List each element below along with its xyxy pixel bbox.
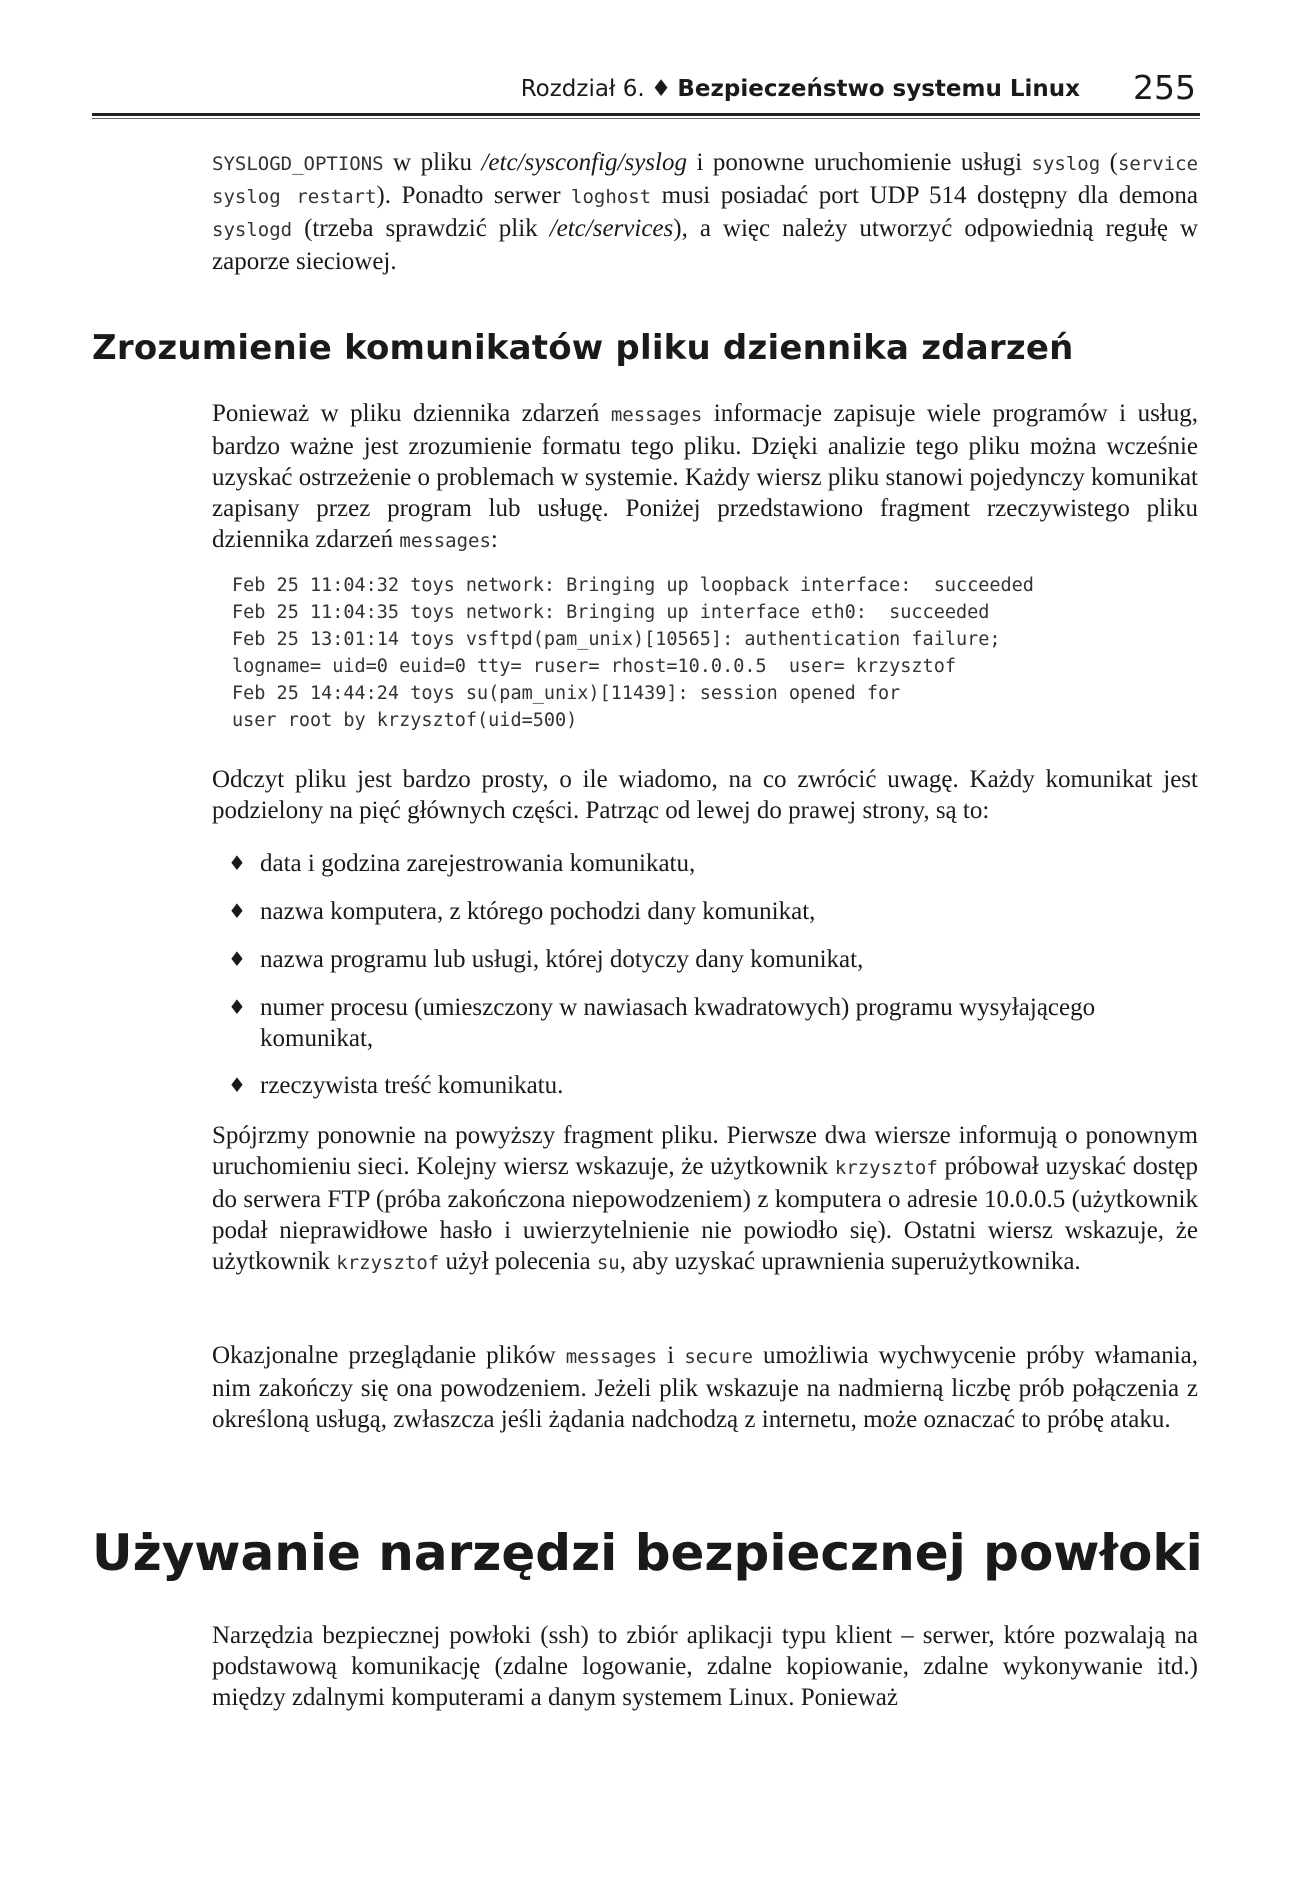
header-rule [92, 113, 1200, 116]
text-run: Ponieważ w pliku dziennika zdarzeń [212, 400, 611, 427]
text-run: : [490, 526, 498, 553]
chapter-title: Bezpieczeństwo systemu Linux [677, 76, 1080, 102]
code-term: syslogd [212, 219, 293, 241]
list-item [212, 1070, 1198, 1101]
diamond-bullet-icon: ♦ [228, 947, 246, 971]
paragraph-syslog [212, 147, 1198, 277]
section-heading: Zrozumienie komunikatów pliku dziennika zdarzeń [92, 328, 1074, 368]
code-term: messages [610, 404, 703, 426]
code-term: krzysztof [834, 1157, 938, 1179]
text-run: próbował uzyskać dostęp do serwera FTP (próba zakończona niepowodzeniem) z komputera o adresie 10.0.0.5 (użytkownik podał nieprawidłowe hasło i uwierzytelnienie nie powiodło się). Ostatni wiersz wskazuje, że użytkownik [212, 1153, 1198, 1275]
paragraph-messages-intro [212, 398, 1198, 557]
paragraph-analysis [212, 1120, 1198, 1279]
diamond-bullet-icon: ♦ [228, 899, 246, 923]
code-line: logname= uid=0 euid=0 tty= ruser= rhost=10.0.0.5 user= krzysztof [232, 656, 956, 677]
text-run: Okazjonalne przeglądanie plików [212, 1342, 566, 1369]
code-listing [232, 572, 1034, 734]
code-term: syslog [1031, 153, 1101, 175]
list-item-text: data i godzina zarejestrowania komunikatu, [260, 850, 696, 877]
text-run: i [657, 1342, 685, 1369]
text-run: informacje zapisuje wiele programów i usług, bardzo ważne jest zrozumienie formatu tego pliku. Dzięki analizie tego pliku można wcześnie uzyskać ostrzeżenie o problemach w systemie. Każdy wiersz pliku stanowi pojedynczy komunikat zapisany przez program lub usługę. Poniżej przedstawiono fragment rzeczywistego pliku dziennika zdarzeń [212, 400, 1198, 553]
text-run: i ponowne uruchomienie usługi [686, 149, 1032, 176]
paragraph-reading: Odczyt pliku jest bardzo prosty, o ile wiadomo, na co zwrócić uwagę. Każdy komunikat jest podzielony na pięć głównych części. Patrząc od lewej do prawej strony, są to: [212, 766, 1198, 824]
file-path: /etc/services [549, 215, 674, 242]
text-run: ), a więc należy utworzyć odpowiednią regułę w zaporze sieciowej. [212, 215, 1198, 275]
page-number: 255 [1133, 68, 1196, 107]
code-term: SYSLOGD_OPTIONS [212, 153, 384, 175]
diamond-bullet-icon: ♦ [228, 851, 246, 875]
chapter-section-heading: Używanie narzędzi bezpiecznej powłoki [92, 1524, 1203, 1582]
text-run: (trzeba sprawdzić plik [292, 215, 550, 242]
header-rule-thin [92, 118, 1200, 119]
paragraph-attack [212, 1340, 1198, 1435]
diamond-bullet-icon: ♦ [228, 1073, 246, 1097]
code-line: Feb 25 14:44:24 toys su(pam_unix)[11439]: session opened for [232, 683, 901, 704]
list-item-text: rzeczywista treść komunikatu. [260, 1072, 564, 1099]
code-line: Feb 25 11:04:32 toys network: Bringing up loopback interface: succeeded [232, 575, 1034, 596]
code-line: user root by krzysztof(uid=500) [232, 710, 578, 731]
running-header [92, 66, 1198, 110]
code-line: Feb 25 11:04:35 toys network: Bringing up interface eth0: succeeded [232, 602, 990, 623]
diamond-separator-icon: ♦ [650, 76, 672, 102]
code-line: Feb 25 13:01:14 toys vsftpd(pam_unix)[10565]: authentication failure; [232, 629, 1001, 650]
code-term: krzysztof [336, 1252, 440, 1274]
running-header-chapter [521, 76, 1080, 102]
list-item [212, 896, 1198, 927]
file-path: /etc/sysconfig/syslog [481, 149, 687, 176]
diamond-bullet-icon: ♦ [228, 995, 246, 1019]
code-term: loghost [571, 186, 652, 208]
text-run: ). Ponadto serwer [376, 182, 572, 209]
text-run: , aby uzyskać uprawnienia superużytkownika. [619, 1248, 1081, 1275]
list-item-text: nazwa komputera, z którego pochodzi dany komunikat, [260, 898, 816, 925]
chapter-label: Rozdział 6. [520, 76, 645, 102]
code-term: secure [684, 1346, 753, 1368]
code-term: messages [565, 1346, 658, 1368]
text-run: umożliwia wychwycenie próby włamania, nim zakończy się ona powodzeniem. Jeżeli plik wskazuje na nadmierną liczbę prób połączenia z określoną usługą, zwłaszcza jeśli żądania nadchodzą z internetu, może oznaczać to próbę ataku. [212, 1342, 1198, 1433]
code-term: messages [399, 530, 491, 552]
text-run: Spójrzmy ponownie na powyższy fragment pliku. Pierwsze dwa wiersze informują o ponownym uruchomieniu sieci. Kolejny wiersz wskazuje, że użytkownik [212, 1122, 1198, 1180]
list-item-text: nazwa programu lub usługi, której dotyczy dany komunikat, [260, 946, 864, 973]
code-term: service syslog restart [212, 153, 1199, 208]
code-term: su [596, 1252, 620, 1274]
paragraph-ssh: Narzędzia bezpiecznej powłoki (ssh) to zbiór aplikacji typu klient – serwer, które pozwalają na podstawową komunikację (zdalne logowanie, zdalne kopiowanie, zdalne wykonywanie itd.) między zdalnymi komputerami a danym systemem Linux. Ponieważ [212, 1622, 1198, 1711]
text-run: użył polecenia [439, 1248, 597, 1275]
list-item [212, 944, 1198, 975]
text-run: musi posiadać port UDP 514 dostępny dla demona [651, 182, 1198, 209]
text-run: ( [1100, 149, 1118, 176]
list-item [212, 992, 1198, 1054]
list-item [212, 848, 1198, 879]
text-run: w pliku [383, 149, 482, 176]
list-item-text: numer procesu (umieszczony w nawiasach kwadratowych) programu wysyłającego komunikat, [260, 994, 1096, 1052]
